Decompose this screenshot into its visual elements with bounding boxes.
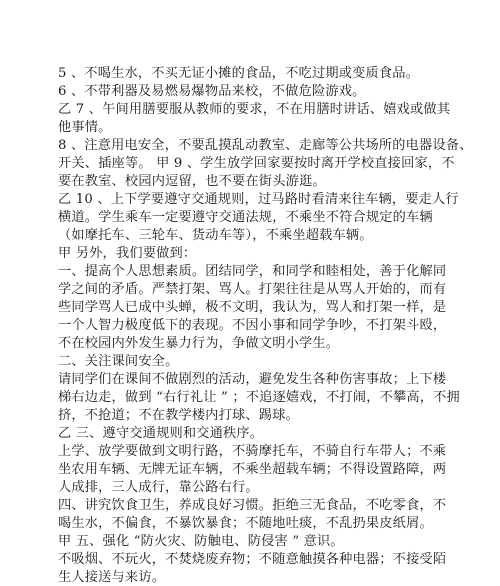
- text-line: 梯右边走，做到 “右行礼让 ” ；不追逐嬉戏，不打闹，不攀高，不拥: [58, 390, 460, 405]
- text-line: 乙 10 、上下学要遵守交通规则，过马路时看清来往车辆，要走人行: [58, 192, 459, 207]
- text-line: 上学、放学要做到文明行路，不骑摩托车，不骑自行车带人；不乘: [58, 444, 447, 459]
- text-line: 学之间的矛盾。严禁打架、骂人。打架往往是从骂人开始的，而有: [58, 282, 447, 297]
- text-line: 乙 三、遵守交通规则和交通秩序。: [58, 426, 264, 441]
- text-line: 甲 另外，我们要做到：: [58, 246, 197, 261]
- text-line: 人成排，三人成行，靠公路右行。: [58, 480, 259, 495]
- text-line: 挤，不抢道；不在教学楼内打球、踢球。: [58, 408, 299, 423]
- text-line: 四、讲究饮食卫生，养成良好习惯。拒绝三无食品，不吃零食，不: [58, 498, 447, 513]
- text-line: 生人接送与来访。: [58, 570, 166, 585]
- text-line: 不吸烟、不玩火，不焚烧废弃物；不随意触摸各种电器；不接受陌: [58, 552, 447, 567]
- text-line: 5 、不喝生水，不买无证小摊的食品，不吃过期或变质食品。: [58, 66, 420, 81]
- text-line: 喝生水，不偏食，不暴饮暴食；不随地吐痰，不乱扔果皮纸屑。: [58, 516, 433, 531]
- text-line: 甲 五、强化 “防火灾、防触电、防侵害 ” 意识。: [58, 534, 344, 549]
- text-line: 坐农用车辆、无牌无证车辆，不乘坐超载车辆；不得设置路障，两: [58, 462, 447, 477]
- text-line: 开关、插座等。 甲 9 、学生放学回家要按时离开学校直接回家，不: [58, 156, 455, 171]
- text-line: 乙 7 、午间用膳要服从教师的要求，不在用膳时讲话、嬉戏或做其: [58, 102, 451, 117]
- text-line: 请同学们在课间不做剧烈的活动，避免发生各种伤害事故；上下楼: [58, 372, 447, 387]
- text-line: 一、提高个人思想素质。团结同学，和同学和睦相处，善于化解同: [58, 264, 447, 279]
- text-line: 一个人智力极度低下的表现。不因小事和同学争吵，不打架斗殴，: [58, 318, 447, 333]
- text-line: 不在校园内外发生暴力行为，争做文明小学生。: [58, 336, 340, 351]
- text-line: 些同学骂人已成中头蝉，极不文明，我认为，骂人和打架一样，是: [58, 300, 447, 315]
- text-line: 6 、不带利器及易燃易爆物品来校，不做危险游戏。: [58, 84, 366, 99]
- text-line: （如摩托车、三轮车、货动车等），不乘坐超载车辆。: [58, 228, 373, 243]
- text-line: 8 、注意用电安全，不要乱摸乱动教室、走廊等公共场所的电器设备、: [58, 138, 473, 153]
- text-line: 横道。学生乘车一定要遵守交通法规，不乘坐不符合规定的车辆: [58, 210, 433, 225]
- text-line: 他事情。: [58, 120, 112, 135]
- text-line: 要在教室、校园内逗留，也不要在街头游逛。: [58, 174, 326, 189]
- text-line: 二、关注课间安全。: [58, 354, 179, 369]
